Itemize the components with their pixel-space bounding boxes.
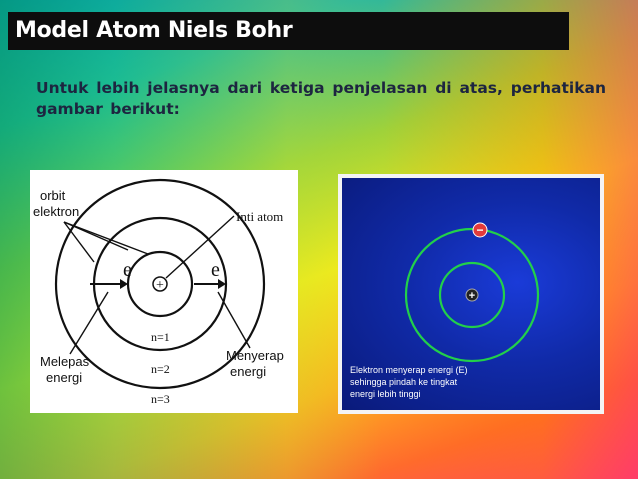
label-orbit: orbit: [40, 188, 66, 203]
nucleus-symbol: +: [156, 278, 164, 293]
pointer-melepas: [70, 292, 108, 354]
electron-absorption-panel: [338, 174, 604, 414]
slide-title: Model Atom Niels Bohr: [15, 18, 293, 43]
caption-line-3: energi lebih tinggi: [350, 389, 421, 399]
label-menyerap: Menyerap: [226, 348, 284, 363]
caption: [350, 364, 550, 400]
slide-title-bar: [8, 12, 569, 50]
electron-absorption-image: [342, 178, 600, 410]
bohr-diagram-panel: [30, 170, 298, 413]
label-inti-atom: Inti atom: [236, 209, 284, 224]
label-n3: n=3: [151, 392, 170, 406]
label-n1: n=1: [151, 330, 170, 344]
caption-line-2: sehingga pindah ke tingkat: [350, 377, 458, 387]
label-elektron: elektron: [33, 204, 80, 219]
label-melepas: Melepas: [40, 354, 90, 369]
bohr-diagram: [30, 170, 298, 413]
electron-left: e: [123, 259, 132, 281]
electron-right: e: [211, 259, 220, 281]
label-n2: n=2: [151, 362, 170, 376]
pointer-menyerap: [218, 292, 250, 348]
nucleus-plus: +: [468, 290, 476, 302]
label-energi-right: energi: [230, 364, 267, 379]
caption-line-1: Elektron menyerap energi (E): [350, 365, 468, 375]
slide-body-text: Untuk lebih jelasnya dari ketiga penjelasan di atas, perhatikan gambar berikut:: [36, 79, 606, 118]
electron-minus: −: [476, 223, 484, 237]
label-energi-left: energi: [46, 370, 83, 385]
